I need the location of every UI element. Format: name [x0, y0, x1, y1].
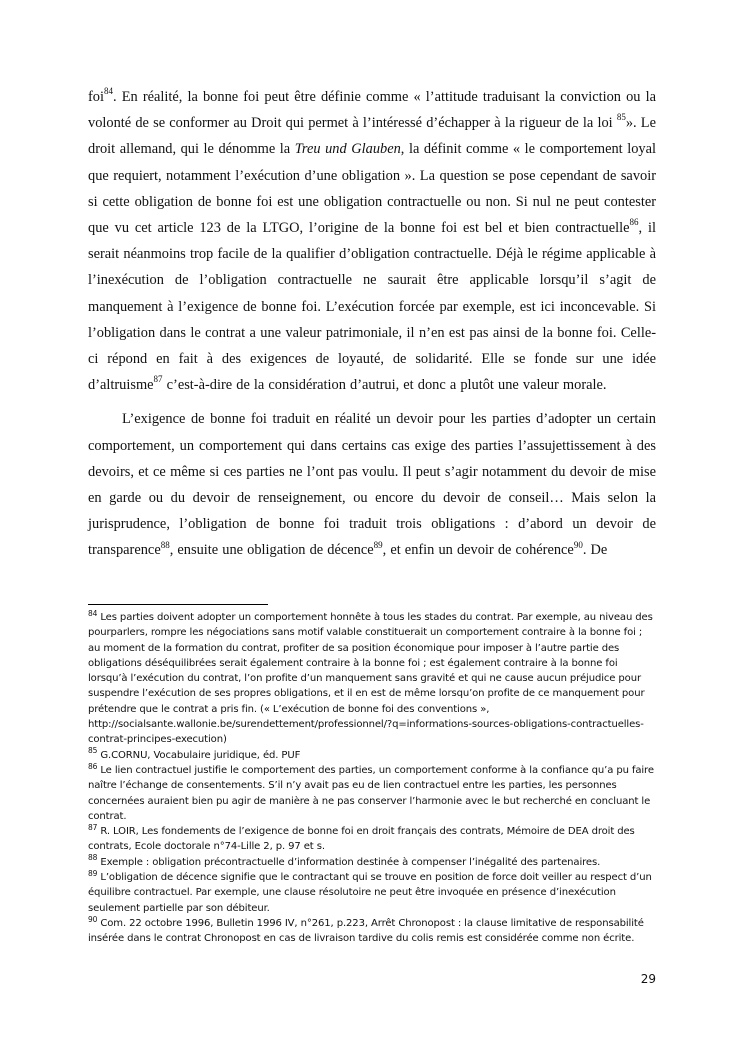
- italic-term: Treu und Glauben: [294, 141, 401, 158]
- footnote-text: R. LOIR, Les fondements de l’exigence de bonne foi en droit français des contrats, Mémoire de DEA droit des contrats, Ecole doctorale n°74-Lille 2, p. 97 et s.: [88, 826, 635, 853]
- footnote-text: G.CORNU, Vocabulaire juridique, éd. PUF: [97, 749, 301, 761]
- text-run: , et enfin un devoir de cohérence: [382, 542, 574, 559]
- text-run: , la définit comme « le comportement loyal que requiert, notamment l’exécution d’une obligation ». La question se pose cependant de savoir si cette obligation de bonne foi est une obligation contractuelle ou non. Si nul ne peut contester que vu cet article 123 de la LTGO, l’origine de la bonne foi est bel et bien contractuelle: [88, 141, 656, 237]
- footnote-text: Com. 22 octobre 1996, Bulletin 1996 IV, n°261, p.223, Arrêt Chronopost : la clause limitative de responsabilité insérée dans le contrat Chronopost en cas de livraison tardive du colis remis est considérée comme non écrite.: [88, 917, 644, 945]
- footnote-84: [88, 610, 656, 748]
- text-run: , ensuite une obligation de décence: [169, 542, 374, 559]
- footnote-ref-84[interactable]: 84: [104, 86, 113, 97]
- footnote-ref-88[interactable]: 88: [160, 539, 170, 550]
- footnote-ref-90[interactable]: 90: [573, 539, 583, 550]
- footnote-number: 84: [88, 608, 98, 618]
- footnote-text: Exemple : obligation précontractuelle d’information destinée à compenser l’inégalité des partenaires.: [97, 856, 601, 868]
- main-text: [88, 84, 656, 564]
- page-number: 29: [640, 972, 656, 986]
- text-run: ». Le droit allemand, qui le dénomme la: [88, 115, 656, 158]
- footnote-number: 86: [88, 761, 98, 771]
- footnote-85: [88, 748, 656, 763]
- footnote-ref-87[interactable]: 87: [153, 374, 163, 385]
- text-run: L’exigence de bonne foi traduit en réalité un devoir pour les parties d’adopter un certain comportement, un comportement qui dans certains cas exige des parties l’assujettissement à des devoirs, et ce même si ces parties ne l’ont pas voulu. Il peut s’agir notamment du devoir de mise en garde ou du devoir de renseignement, ou encore du devoir de conseil… Mais selon la jurisprudence, l’obligation de bonne foi traduit trois obligations : d’abord un devoir de transparence: [88, 411, 656, 559]
- footnote-89: [88, 870, 656, 916]
- footnote-number: 85: [88, 746, 98, 756]
- text-run: . De: [582, 542, 608, 559]
- footnote-text: Les parties doivent adopter un comportement honnête à tous les stades du contrat. Par exemple, au niveau des pourparlers, rompre les négociations sans motif valable constituerait un comportement contraire à la bonne foi ; au moment de la formation du contrat, profiter de sa position économique pour imposer à l’autre partie des obligations déséquilibrées serait également contraire à la bonne foi ; est également contraire à la bonne foi lorsqu’à l’exécution du contrat, l’on profite d’un manquement sans gravité et qui ne cause aucun préjudice pour suspendre l’exécution de ses propres obligations, et il en est de même lorsqu’on profite de ce manquement pour prétendre que le contrat a pris fin. (« L’exécution de bonne foi des conventions », http://socialsante.wallonie.be/surendettement/professionnel/?q=informations-sources-obligations-contractuelles-contrat-principes-execution): [88, 612, 653, 746]
- footnote-number: 88: [88, 853, 98, 863]
- footnote-number: 90: [88, 914, 98, 924]
- text-run: . En réalité, la bonne foi peut être définie comme « l’attitude traduisant la conviction ou la volonté de se conformer au Droit qui permet à l’intéressé d’échapper à la rigueur de la loi: [88, 89, 656, 132]
- footnote-text: L’obligation de décence signifie que le contractant qui se trouve en position de force doit veiller au respect d’un équilibre contractuel. Par exemple, une clause résolutoire ne peut être invoquée en présence d’inexécution seulement partielle par son débiteur.: [88, 872, 652, 914]
- footnote-86: [88, 763, 656, 824]
- text-run: c’est-à-dire de la considération d’autrui, et donc a plutôt une valeur morale.: [162, 377, 607, 394]
- text-run: foi: [88, 89, 104, 105]
- footnote-separator: [88, 604, 268, 605]
- footnote-87: [88, 824, 656, 855]
- footnote-ref-89[interactable]: 89: [373, 539, 383, 550]
- paragraph-2: [88, 406, 656, 563]
- paragraph-1: [88, 84, 656, 398]
- footnote-88: [88, 855, 656, 870]
- footnote-ref-85[interactable]: 85: [616, 112, 626, 123]
- footnote-90: [88, 916, 656, 947]
- text-run: , il serait néanmoins trop facile de la qualifier d’obligation contractuelle. Déjà le régime applicable à l’inexécution de l’obligation contractuelle ne saurait être applicable lorsqu’il s’agit de manquement à l’exigence de bonne foi. L’exécution forcée par exemple, est ici inconcevable. Si l’obligation dans le contrat a une valeur patrimoniale, il n’en est pas ainsi de la bonne foi. Celle-ci répond en fait à des exigences de loyauté, de solidarité. Elle se fonde sur une idée d’altruisme: [88, 220, 656, 394]
- footnote-number: 87: [88, 822, 98, 832]
- footnote-number: 89: [88, 868, 98, 878]
- footnote-ref-86[interactable]: 86: [629, 217, 639, 228]
- footnote-text: Le lien contractuel justifie le comportement des parties, un comportement conforme à la confiance qu’a pu faire naître l’échange de consentements. S’il n’y avait pas eu de lien contractuel entre les parties, les personnes concernées auraient bien pu agir de manière à ne pas conserver l’harmonie avec le but recherché en concluant le contrat.: [88, 764, 654, 822]
- footnotes: [88, 610, 656, 947]
